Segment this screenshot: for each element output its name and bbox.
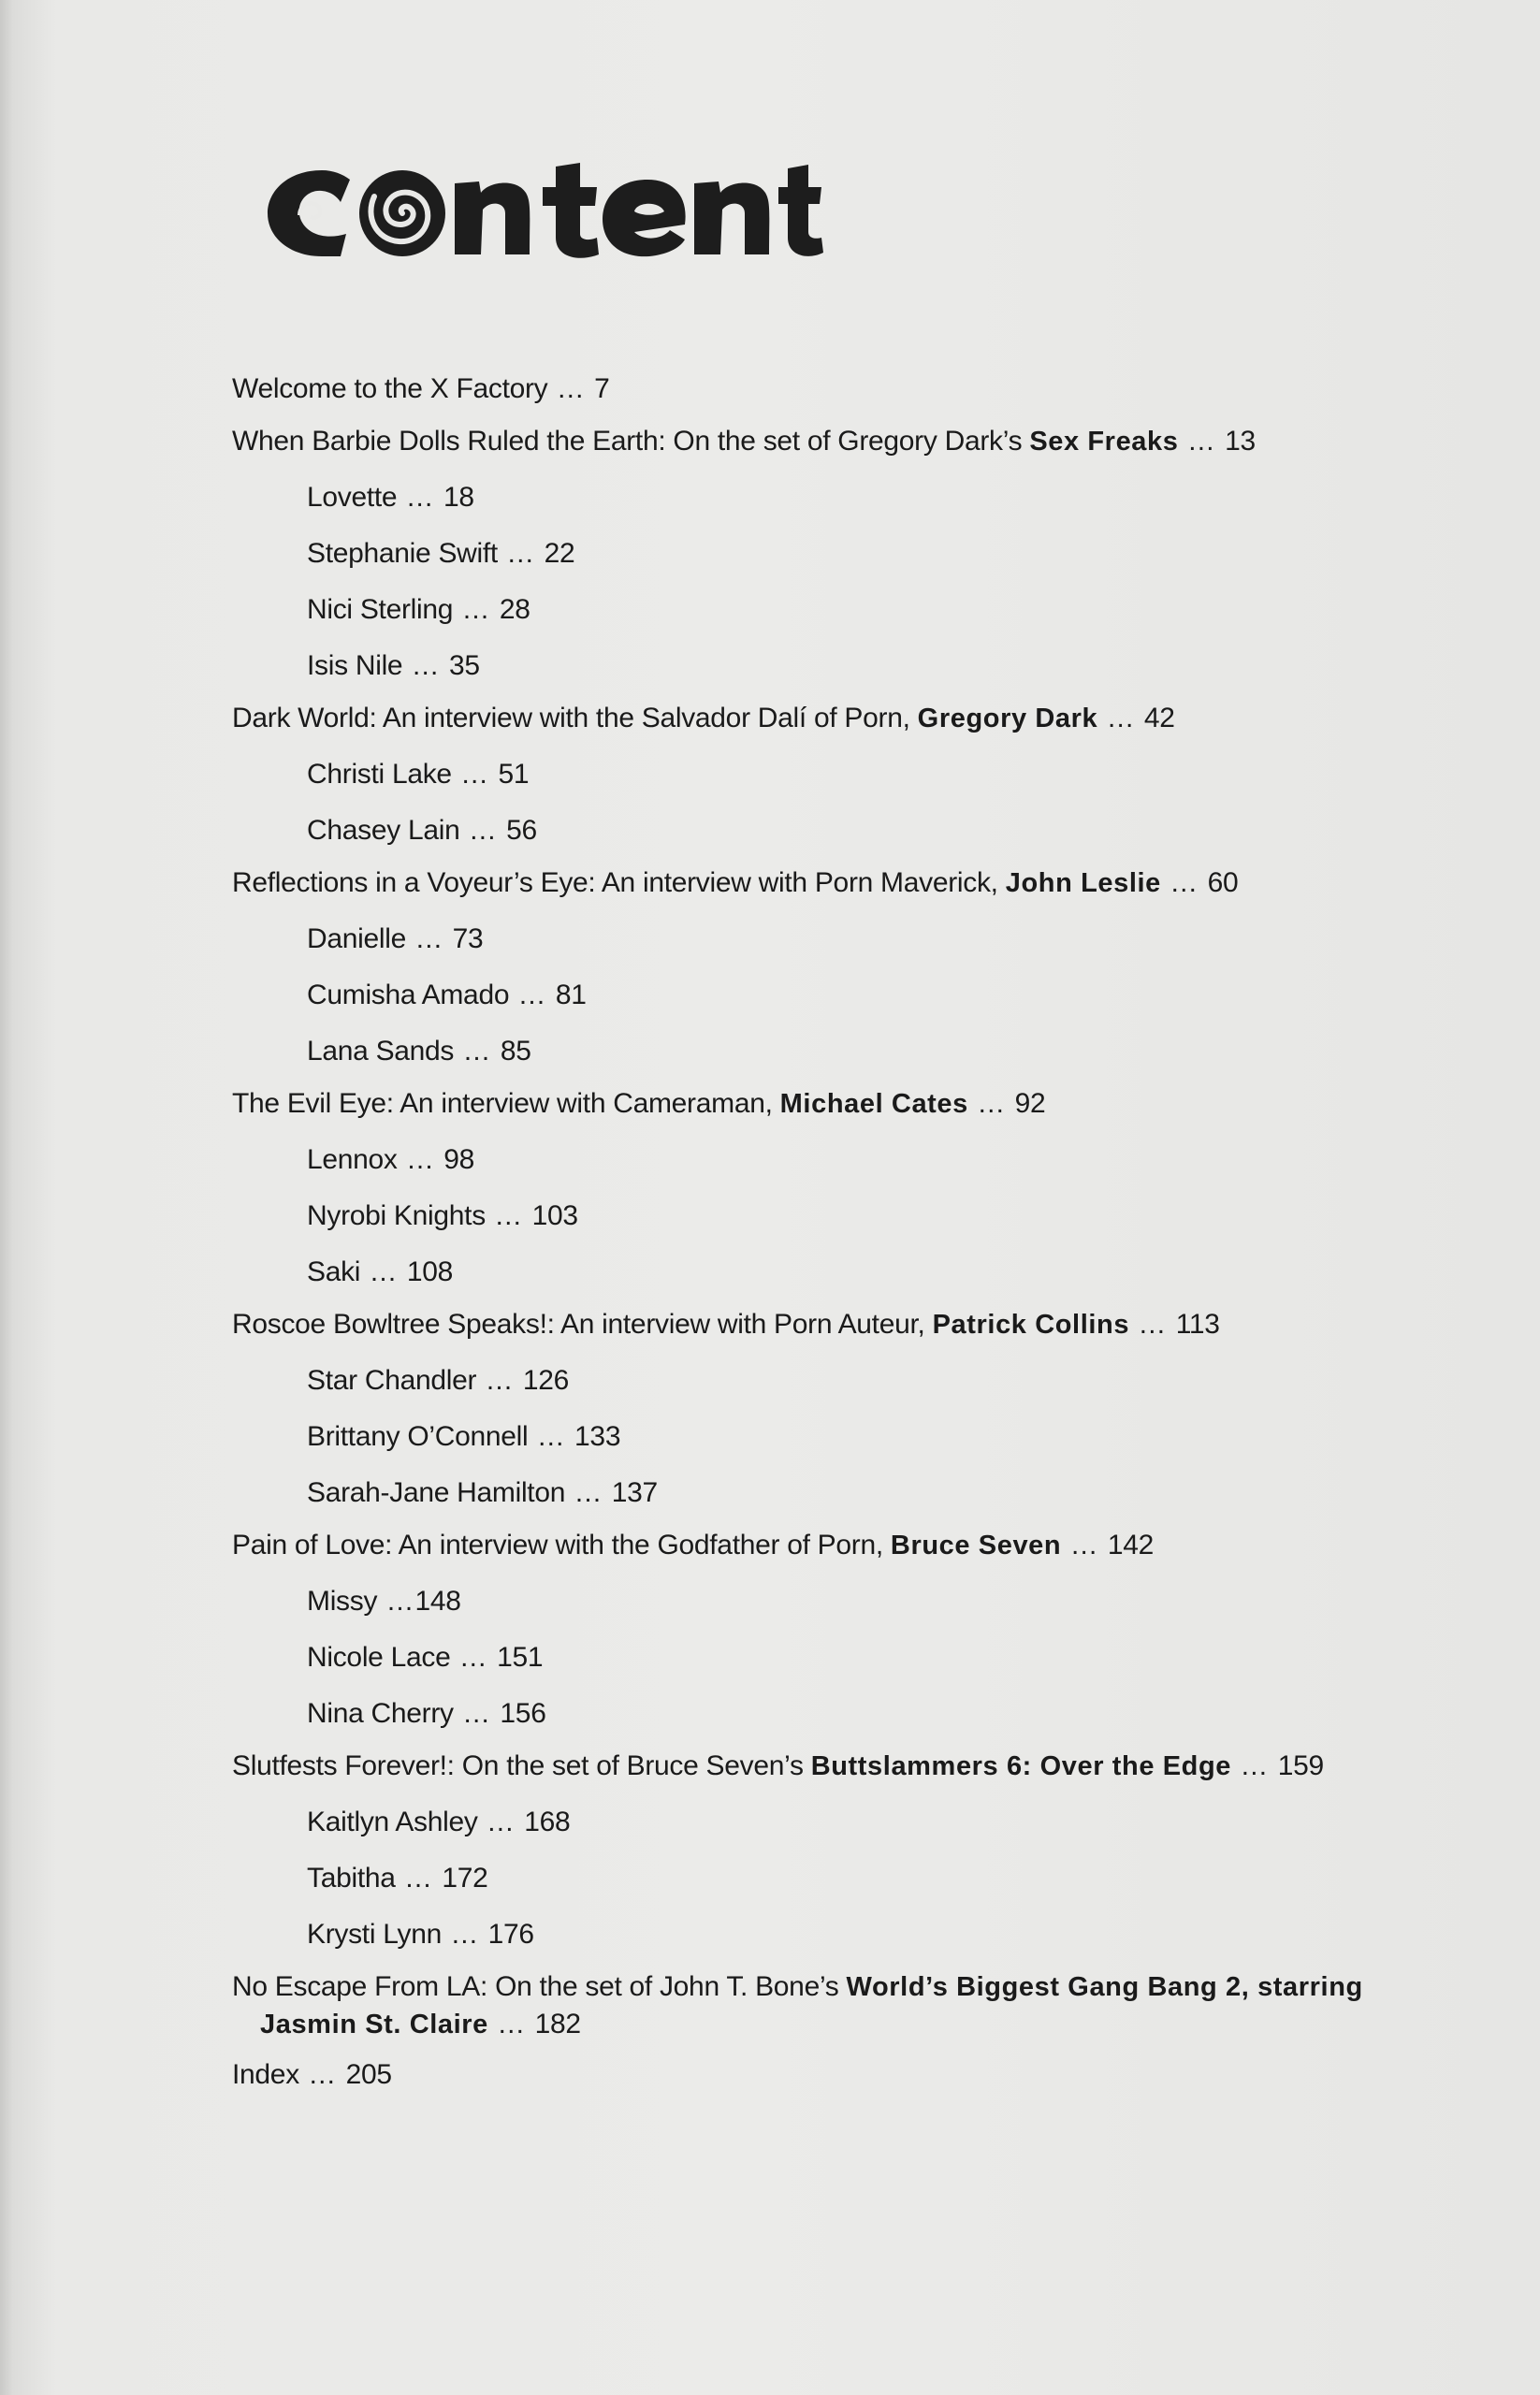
toc-entry-title: Lennox (307, 1144, 398, 1175)
toc-sub-entry (232, 535, 1448, 573)
toc-entry-title: Brittany O’Connell (307, 1421, 529, 1452)
toc-leader: … (528, 1421, 575, 1452)
contents-logo (262, 159, 842, 262)
toc-page-number: 159 (1277, 1750, 1324, 1781)
toc-sub-entry (232, 1474, 1448, 1512)
toc-page-number: 56 (506, 815, 537, 846)
toc-page-number: 85 (500, 1036, 531, 1067)
toc-entry-title: Lana Sands (307, 1036, 455, 1067)
toc-leader: … (395, 1863, 443, 1894)
toc-entry-title: Index (232, 2059, 299, 2090)
toc-entry-title: Nina Cherry (307, 1698, 454, 1729)
toc-leader: … (476, 1365, 523, 1396)
toc-page-number: 28 (499, 594, 530, 625)
contents-title (262, 154, 842, 267)
toc-sub-entry (232, 1804, 1448, 1841)
toc-sub-entry (232, 977, 1448, 1014)
toc-page-number: 73 (452, 923, 484, 954)
toc-entry-subject: Michael Cates (779, 1089, 968, 1119)
toc-entry-title: Roscoe Bowltree Speaks!: An interview with Porn Auteur, (232, 1309, 933, 1340)
toc-page-number: 103 (531, 1200, 578, 1231)
toc-page-number: 7 (594, 373, 610, 404)
toc-sub-entry (232, 812, 1448, 849)
toc-leader: … (397, 482, 443, 513)
toc-chapter-entry (232, 423, 1448, 460)
toc-entry-subject: John Leslie (1005, 868, 1161, 898)
toc-leader: … (487, 2009, 535, 2039)
toc-entry-title: Nyrobi Knights (307, 1200, 486, 1231)
toc-sub-entry (232, 1583, 1448, 1620)
toc-leader: … (450, 1642, 498, 1673)
toc-leader: … (477, 1807, 525, 1837)
toc-sub-entry (232, 1198, 1448, 1235)
toc-leader: … (454, 1036, 501, 1067)
toc-entry-title: Stephanie Swift (307, 538, 498, 569)
toc-page-number: 42 (1143, 703, 1175, 733)
toc-sub-entry (232, 1362, 1448, 1400)
toc-page-number: 113 (1175, 1309, 1220, 1340)
toc-leader: … (547, 373, 595, 404)
toc-chapter-entry (232, 1085, 1448, 1123)
toc-sub-entry (232, 1639, 1448, 1676)
toc-entry-title: Saki (307, 1256, 361, 1287)
toc-entry-title: Tabitha (307, 1863, 396, 1894)
toc-page-number: 92 (1014, 1088, 1046, 1119)
toc-entry-title: Christi Lake (307, 759, 452, 790)
toc-entry-title: Lovette (307, 482, 398, 513)
toc-sub-entry (232, 921, 1448, 958)
toc-page-number: 142 (1107, 1530, 1155, 1560)
toc-page-number: 22 (544, 538, 575, 569)
toc-sub-entry (232, 1860, 1448, 1897)
toc-leader: … (509, 980, 556, 1010)
toc-entry-title: Chasey Lain (307, 815, 460, 846)
toc-entry-title: When Barbie Dolls Ruled the Earth: On the set of Gregory Dark’s (232, 426, 1030, 457)
toc-entry-title: Danielle (307, 923, 406, 954)
toc-leader: … (497, 538, 545, 569)
toc-leader: … (406, 923, 453, 954)
toc-entry-subject: Gregory Dark (917, 704, 1098, 733)
toc-chapter-entry (232, 700, 1448, 737)
toc-leader: … (402, 650, 449, 681)
toc-entry-title: Dark World: An interview with the Salvador Dalí of Porn, (232, 703, 918, 733)
toc-leader: … (485, 1200, 532, 1231)
toc-leader: … (459, 815, 507, 846)
toc-page-number: 156 (500, 1698, 546, 1729)
toc-leader: … (565, 1477, 612, 1508)
toc-entry-title: Kaitlyn Ashley (307, 1807, 478, 1837)
toc-sub-entry (232, 1254, 1448, 1291)
toc-entry-title: Krysti Lynn (307, 1919, 442, 1950)
toc-sub-entry (232, 1033, 1448, 1070)
toc-page-number: 137 (611, 1477, 658, 1508)
toc-page-number: 126 (522, 1365, 570, 1396)
toc-entry-title: Nici Sterling (307, 594, 454, 625)
toc-page-number: 108 (406, 1256, 453, 1287)
toc-page-number: 13 (1225, 426, 1256, 457)
toc-leader: … (1160, 867, 1208, 898)
toc-entry-title: No Escape From LA: On the set of John T. Bone’s (232, 1971, 847, 2002)
toc-page-number: 148 (414, 1586, 461, 1617)
toc-page-number: 205 (345, 2059, 392, 2090)
toc-chapter-entry (232, 1527, 1448, 1564)
toc-sub-entry (232, 1916, 1448, 1953)
toc-entry-title: The Evil Eye: An interview with Cameraman, (232, 1088, 780, 1119)
toc-entry-title: Slutfests Forever!: On the set of Bruce Seven’s (232, 1750, 811, 1781)
toc-chapter-entry (232, 1306, 1448, 1343)
toc-sub-entry (232, 479, 1448, 516)
toc-page-number: 81 (555, 980, 587, 1010)
toc-page-number: 151 (497, 1642, 544, 1673)
toc-chapter-entry (232, 1968, 1448, 2043)
toc-leader: … (451, 759, 499, 790)
table-of-contents (232, 370, 1448, 2094)
toc-entry-subject: Patrick Collins (932, 1310, 1130, 1340)
toc-leader: … (1061, 1530, 1108, 1560)
toc-page-number: 176 (487, 1919, 534, 1950)
toc-page-number: 168 (524, 1807, 571, 1837)
toc-page-number: 172 (442, 1863, 488, 1894)
toc-entry-title: Cumisha Amado (307, 980, 510, 1010)
toc-sub-entry (232, 1418, 1448, 1456)
toc-sub-entry (232, 1141, 1448, 1179)
toc-entry-subject: Bruce Seven (890, 1531, 1062, 1560)
toc-leader: … (377, 1586, 415, 1617)
toc-leader: … (1231, 1750, 1278, 1781)
toc-page-number: 182 (534, 2009, 581, 2039)
toc-leader: … (967, 1088, 1015, 1119)
toc-page-number: 60 (1207, 867, 1239, 898)
toc-entry-title: Sarah-Jane Hamilton (307, 1477, 566, 1508)
toc-entry-title: Pain of Love: An interview with the Godfather of Porn, (232, 1530, 891, 1560)
toc-leader: … (360, 1256, 407, 1287)
toc-entry-title: Reflections in a Voyeur’s Eye: An interview with Porn Maverick, (232, 867, 1006, 898)
toc-page-number: 35 (449, 650, 480, 681)
toc-entry-title: Star Chandler (307, 1365, 477, 1396)
toc-entry-subject: Sex Freaks (1029, 427, 1179, 457)
toc-sub-entry (232, 1695, 1448, 1733)
toc-entry-title: Isis Nile (307, 650, 403, 681)
toc-entry-title: Nicole Lace (307, 1642, 451, 1673)
toc-page-number: 98 (443, 1144, 475, 1175)
toc-chapter-entry (232, 1748, 1448, 1785)
toc-sub-entry (232, 647, 1448, 685)
toc-leader: … (1097, 703, 1144, 733)
toc-leader: … (298, 2059, 346, 2090)
toc-page-number: 51 (498, 759, 530, 790)
toc-sub-entry (232, 756, 1448, 793)
toc-leader: … (453, 594, 500, 625)
toc-entry-subject: Buttslammers 6: Over the Edge (810, 1751, 1232, 1781)
toc-index-entry (232, 2056, 1448, 2094)
toc-entry-title: Welcome to the X Factory (232, 373, 548, 404)
toc-leader: … (1178, 426, 1226, 457)
toc-chapter-entry (232, 864, 1448, 902)
toc-page-number: 18 (443, 482, 474, 513)
toc-leader: … (453, 1698, 501, 1729)
toc-sub-entry (232, 591, 1448, 629)
toc-entry-title: Missy (307, 1586, 378, 1617)
toc-entry-subject: World’s Biggest Gang Bang 2, starring Jasmin St. Claire (260, 1972, 1363, 2039)
toc-leader: … (397, 1144, 444, 1175)
toc-leader: … (441, 1919, 488, 1950)
toc-leader: … (1129, 1309, 1176, 1340)
toc-page-number: 133 (574, 1421, 621, 1452)
toc-chapter-entry (232, 370, 1448, 408)
